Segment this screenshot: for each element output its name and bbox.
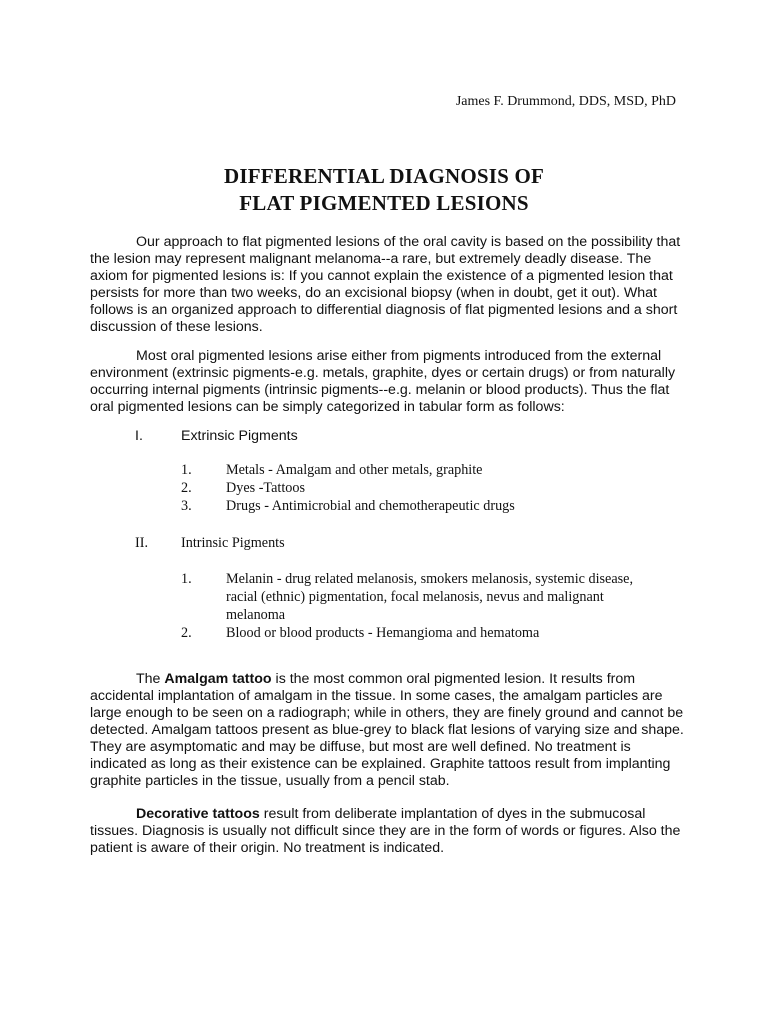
item-number: 2.	[181, 480, 192, 496]
decorative-term: Decorative tattoos	[136, 806, 260, 822]
amalgam-lead: The	[136, 671, 165, 687]
section-numeral: I.	[135, 428, 143, 444]
intro-paragraph-2-text: Most oral pigmented lesions arise either from pigments introduced from the external environment (extrinsic pigments-e.g. metals, graphite, dyes or certain drugs) or from naturally occurring internal pigments (intrinsic pigments--e.g. melanin or blood products). Thus the flat oral pigmented lesions can be simply categorized in tabular form as follows:	[90, 348, 676, 415]
item-text: Dyes -Tattoos	[226, 480, 305, 496]
amalgam-text: is the most common oral pigmented lesion. It results from accidental implantation of amalgam in the tissue. In some cases, the amalgam particles are large enough to be seen on a radiograph; while in others, they are finely ground and cannot be detected. Amalgam tattoos present as blue-grey to black flat lesions of varying size and shape. They are asymptomatic and may be diffuse, but most are well defined. No treatment is indicated as long as their existence can be explained. Graphite tattoos result from implanting graphite particles in the tissue, usually from a pencil stab.	[90, 671, 684, 789]
item-text: Metals - Amalgam and other metals, graphite	[226, 462, 483, 478]
item-text: racial (ethnic) pigmentation, focal melanosis, nevus and malignant	[226, 589, 604, 605]
section-heading: Extrinsic Pigments	[181, 428, 298, 444]
intro-paragraph-1-text: Our approach to flat pigmented lesions of the oral cavity is based on the possibility that the lesion may represent malignant melanoma--a rare, but extremely deadly disease. The axiom for pigmented lesions is: If you cannot explain the existence of a pigmented lesion that persists for more than two weeks, do an excisional biopsy (when in doubt, get it out). What follows is an organized approach to differential diagnosis of flat pigmented lesions and a short discussion of these lesions.	[90, 234, 681, 335]
section-heading: Intrinsic Pigments	[181, 535, 285, 551]
decorative-paragraph	[90, 806, 684, 857]
section-numeral: II.	[135, 535, 148, 551]
item-text: Blood or blood products - Hemangioma and hematoma	[226, 625, 540, 641]
item-text: Drugs - Antimicrobial and chemotherapeutic drugs	[226, 498, 515, 514]
item-number: 3.	[181, 498, 192, 514]
item-number: 2.	[181, 625, 192, 641]
item-number: 1.	[181, 571, 192, 587]
amalgam-term: Amalgam tattoo	[164, 671, 272, 687]
outline-item	[181, 571, 701, 631]
intro-paragraph-2	[90, 348, 684, 416]
amalgam-paragraph	[90, 671, 684, 790]
title-line-1: DIFFERENTIAL DIAGNOSIS OF	[223, 164, 545, 188]
intro-paragraph-1	[90, 234, 684, 336]
item-text: Melanin - drug related melanosis, smokers melanosis, systemic disease,	[226, 571, 634, 587]
title-line-2: FLAT PIGMENTED LESIONS	[239, 191, 529, 215]
item-number: 1.	[181, 462, 192, 478]
item-text: melanoma	[226, 607, 286, 623]
document-title	[0, 163, 768, 217]
decorative-text: result from deliberate implantation of dyes in the submucosal tissues. Diagnosis is usually not difficult since they are in the form of words or figures. Also the patient is aware of their origin. No treatment is indicated.	[90, 806, 681, 856]
author-line: James F. Drummond, DDS, MSD, PhD	[455, 94, 676, 109]
